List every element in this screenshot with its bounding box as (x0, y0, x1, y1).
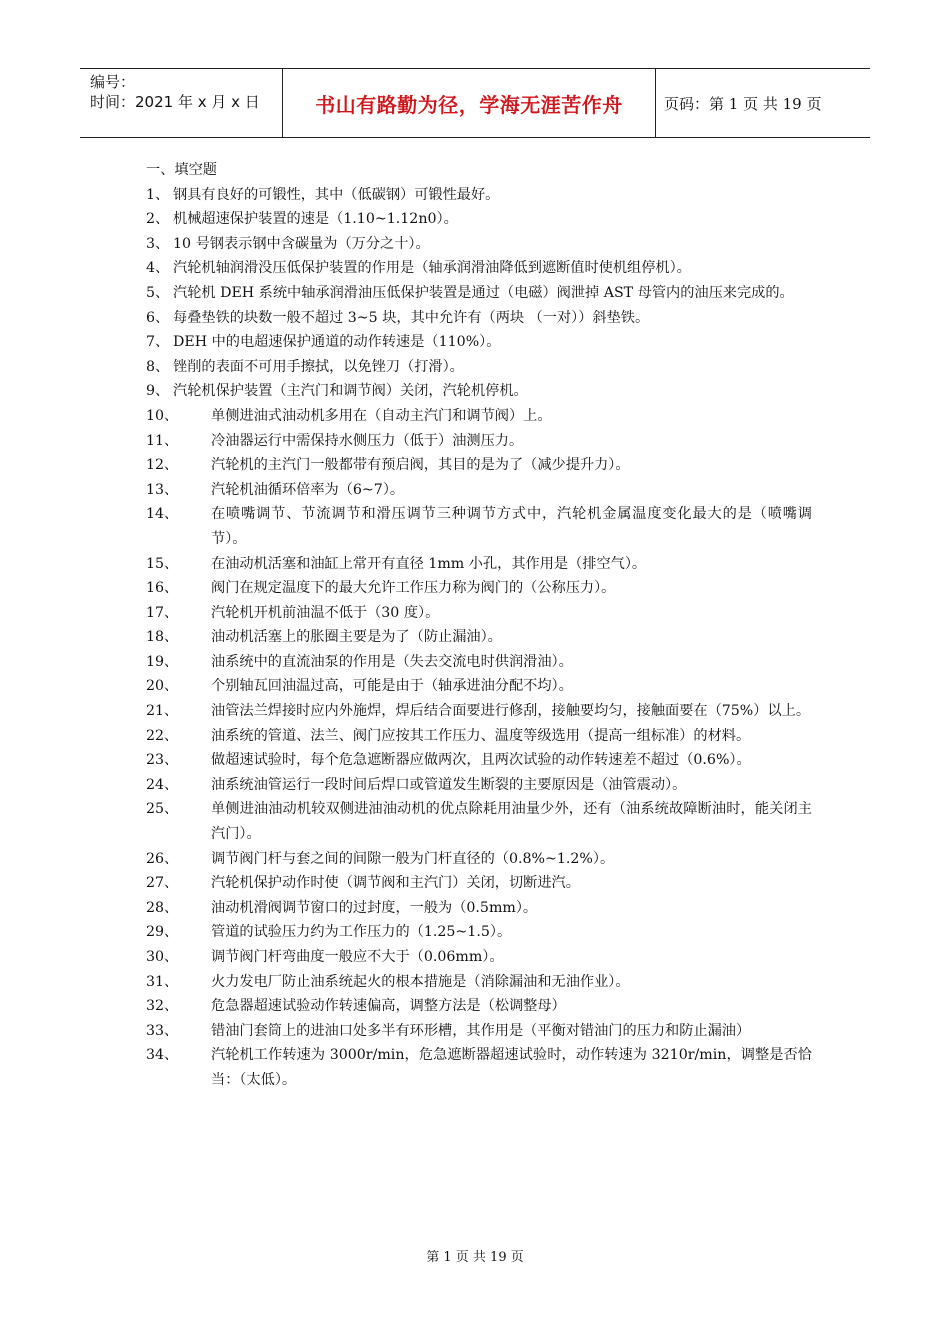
item-number: 4、 (146, 260, 170, 277)
list-item (146, 920, 812, 945)
list-item (146, 404, 812, 429)
question-list (146, 158, 812, 1093)
item-number: 18、 (146, 629, 179, 646)
item-text: 调节阀门杆与套之间的间隙一般为门杆直径的（0.8%~1.2%）。 (211, 850, 615, 867)
list-item (146, 429, 812, 454)
item-text: 油系统中的直流油泵的作用是（失去交流电时供润滑油）。 (211, 653, 573, 670)
item-number: 20、 (146, 678, 179, 695)
item-text: 钢具有良好的可锻性，其中（低碳钢）可锻性最好。 (173, 186, 500, 203)
item-number: 6、 (146, 309, 170, 326)
list-item (146, 896, 812, 921)
list-item (146, 281, 812, 306)
item-number: 12、 (146, 457, 179, 474)
item-text: 调节阀门杆弯曲度一般应不大于（0.06mm）。 (211, 949, 504, 965)
item-number: 30、 (146, 949, 179, 965)
item-text: 单侧进油油动机较双侧进油油动机的优点除耗用油量少外，还有（油系统故障断油时，能关闭主汽门）。 (211, 801, 812, 843)
item-text: 锉削的表面不可用手擦拭，以免锉刀（打滑）。 (173, 358, 464, 375)
item-text: 10 号钢表示钢中含碳量为（万分之十）。 (173, 235, 430, 252)
item-number: 21、 (146, 703, 179, 720)
item-text: 油系统油管运行一段时间后焊口或管道发生断裂的主要原因是（油管震动）。 (211, 776, 687, 793)
header-meta (80, 69, 282, 137)
list-item (146, 207, 812, 232)
list-item (146, 502, 812, 551)
list-item (146, 773, 812, 798)
item-text: 在油动机活塞和油缸上常开有直径 1mm 小孔，其作用是（排空气）。 (211, 555, 647, 572)
item-text: 单侧进油式油动机多用在（自动主汽门和调节阀）上。 (211, 407, 552, 424)
list-item (146, 601, 812, 626)
header-slogan: 书山有路勤为径，学海无涯苦作舟 (282, 69, 656, 137)
list-item (146, 945, 812, 970)
list-item (146, 699, 812, 724)
section-title: 一、填空题 (146, 162, 217, 178)
list-item (146, 970, 812, 995)
item-text: 阀门在规定温度下的最大允许工作压力称为阀门的（公称压力）。 (211, 580, 616, 597)
item-text: 汽轮机的主汽门一般都带有预启阀，其目的是为了（减少提升力）。 (211, 457, 630, 474)
list-item (146, 650, 812, 675)
list-item (146, 625, 812, 650)
list-item (146, 552, 812, 577)
item-text: 危急器超速试验动作转速偏高，调整方法是（松调整母） (211, 998, 566, 1015)
item-text: 汽轮机保护装置（主汽门和调节阀）关闭，汽轮机停机。 (173, 383, 528, 400)
item-text: DEH 中的电超速保护通道的动作转速是（110%）。 (173, 334, 501, 351)
item-text: 火力发电厂防止油系统起火的根本措施是（消除漏油和无油作业）。 (211, 973, 630, 990)
item-number: 25、 (146, 801, 179, 818)
item-text: 在喷嘴调节、节流调节和滑压调节三种调节方式中，汽轮机金属温度变化最大的是（喷嘴调节）。 (211, 506, 812, 547)
list-item (146, 256, 812, 281)
item-text: 汽轮机油循环倍率为（6~7）。 (211, 481, 405, 498)
item-number: 5、 (146, 284, 170, 301)
item-text: 错油门套筒上的进油口处多半有环形槽，其作用是（平衡对错油门的压力和防止漏油） (211, 1022, 751, 1039)
item-text: 汽轮机工作转速为 3000r/min，危急遮断器超速试验时，动作转速为 3210r/min，调整是否恰当：（太低）。 (211, 1047, 812, 1088)
item-number: 11、 (146, 432, 179, 449)
list-item (146, 306, 812, 331)
item-text: 管道的试验压力约为工作压力的（1.25~1.5）。 (211, 924, 512, 941)
item-text: 冷油器运行中需保持水侧压力（低于）油测压力。 (211, 432, 524, 449)
list-item (146, 748, 812, 773)
header-page-number: 页码：第 1 页 共 19 页 (664, 94, 822, 113)
list-item (146, 724, 812, 749)
list-item (146, 355, 812, 380)
item-number: 15、 (146, 555, 179, 572)
item-number: 26、 (146, 850, 179, 867)
item-text: 个别轴瓦回油温过高，可能是由于（轴承进油分配不均）。 (211, 678, 573, 695)
item-text: 汽轮机轴润滑没压低保护装置的作用是（轴承润滑油降低到遮断值时使机组停机）。 (173, 260, 691, 277)
item-number: 22、 (146, 727, 179, 744)
list-item (146, 330, 812, 355)
item-text: 机械超速保护装置的速是（1.10~1.12n0）。 (173, 211, 458, 228)
list-item (146, 453, 812, 478)
item-number: 31、 (146, 973, 179, 990)
item-text: 油动机滑阀调节窗口的过封度，一般为（0.5mm）。 (211, 899, 538, 916)
list-item (146, 232, 812, 257)
item-text: 汽轮机开机前油温不低于（30 度）。 (211, 604, 440, 621)
item-number: 24、 (146, 776, 179, 793)
item-number: 1、 (146, 186, 170, 203)
list-item (146, 994, 812, 1019)
item-number: 27、 (146, 875, 179, 892)
document-date: 时间：2021 年 x 月 x 日 (90, 93, 260, 111)
item-number: 16、 (146, 580, 179, 597)
item-number: 32、 (146, 998, 179, 1015)
item-text: 做超速试验时，每个危急遮断器应做两次，且两次试验的动作转速差不超过（0.6%）。 (211, 752, 751, 769)
item-text: 油动机活塞上的胀圈主要是为了（防止漏油）。 (211, 629, 502, 646)
list-item (146, 379, 812, 404)
item-number: 17、 (146, 604, 179, 621)
item-number: 33、 (146, 1022, 179, 1039)
item-number: 2、 (146, 211, 170, 228)
list-item (146, 797, 812, 846)
item-text: 油管法兰焊接时应内外施焊，焊后结合面要进行修刮，接触要均匀，接触面要在（75%）以上。 (211, 703, 811, 720)
item-number: 10、 (146, 407, 179, 424)
item-text: 汽轮机保护动作时使（调节阀和主汽门）关闭，切断进汽。 (211, 875, 580, 892)
item-number: 19、 (146, 653, 179, 670)
item-text: 每叠垫铁的块数一般不超过 3~5 块，其中允许有（两块 （一对））斜垫铁。 (173, 309, 650, 326)
document-number-label: 编号： (90, 73, 136, 91)
item-number: 9、 (146, 383, 170, 400)
item-number: 29、 (146, 924, 179, 941)
list-item (146, 183, 812, 208)
item-number: 3、 (146, 235, 170, 252)
list-item (146, 871, 812, 896)
list-item (146, 674, 812, 699)
list-item (146, 847, 812, 872)
list-item (146, 1043, 812, 1092)
item-number: 13、 (146, 481, 179, 498)
list-item (146, 576, 812, 601)
item-number: 7、 (146, 334, 170, 351)
page-footer: 第 1 页 共 19 页 (426, 1250, 524, 1265)
list-item (146, 1019, 812, 1044)
item-text: 油系统的管道、法兰、阀门应按其工作压力、温度等级选用（提高一组标准）的材料。 (211, 727, 751, 744)
item-number: 34、 (146, 1047, 179, 1064)
item-number: 23、 (146, 752, 179, 769)
item-number: 28、 (146, 899, 179, 916)
list-item (146, 478, 812, 503)
item-text: 汽轮机 DEH 系统中轴承润滑油压低保护装置是通过（电磁）阀泄掉 AST 母管内的油压来完成的。 (173, 284, 794, 301)
item-number: 14、 (146, 506, 179, 523)
item-number: 8、 (146, 358, 170, 375)
page-header (80, 68, 870, 138)
